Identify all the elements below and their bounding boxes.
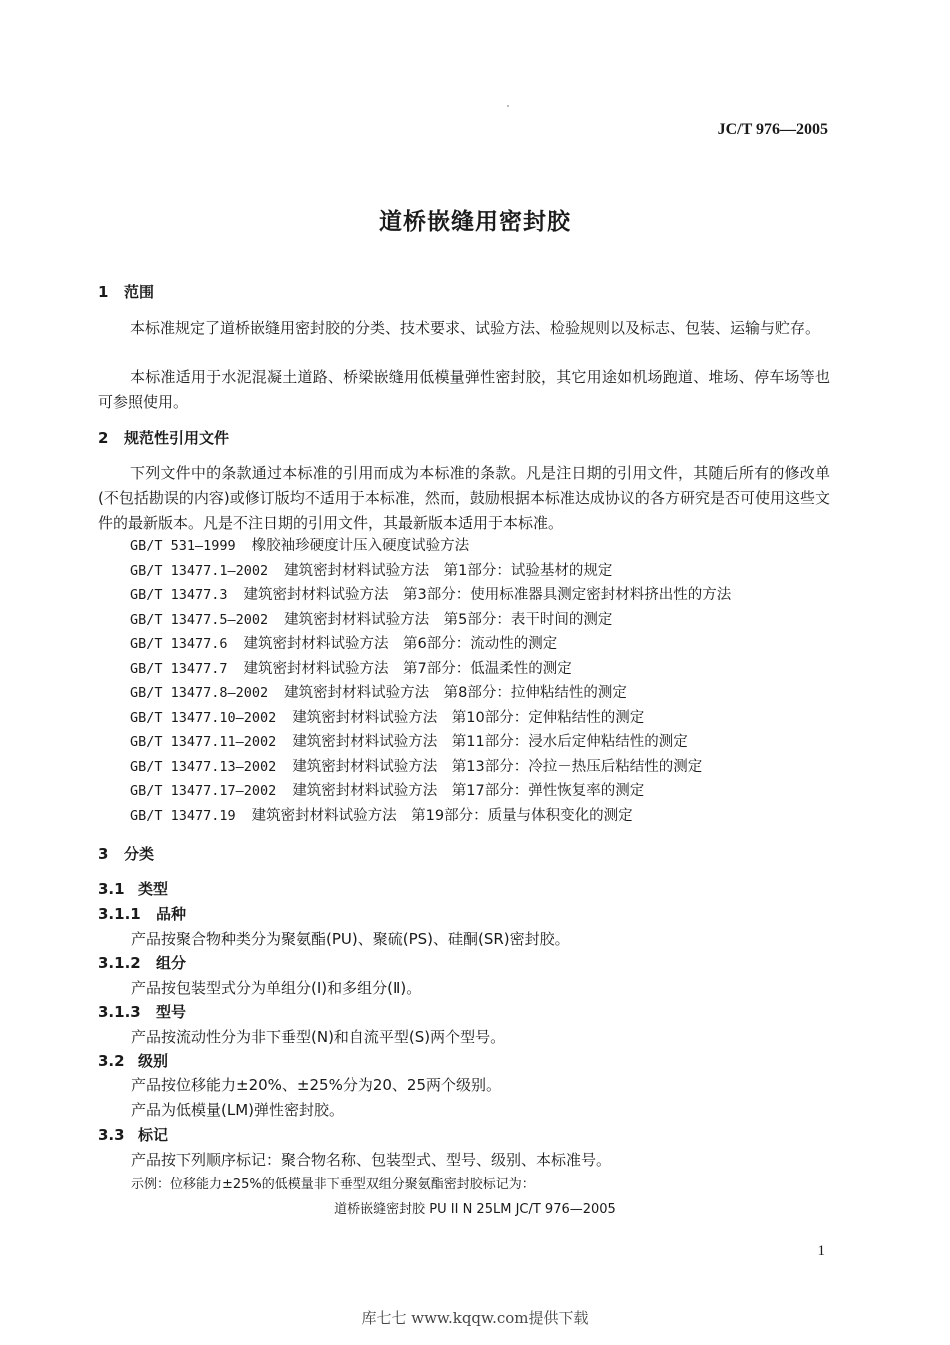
- standard-code: JC/T 976—2005: [717, 121, 828, 138]
- reference-code: GB/T 13477.3: [130, 587, 228, 603]
- section-number: 1: [98, 283, 109, 301]
- reference-item: [130, 632, 731, 657]
- reference-item: [130, 559, 731, 584]
- section-title: 品种: [156, 905, 187, 923]
- reference-item: [130, 706, 731, 731]
- section-title: 组分: [156, 954, 187, 972]
- section-number: 3: [98, 845, 109, 863]
- section-title: 级别: [138, 1052, 169, 1070]
- section-title: 型号: [156, 1003, 187, 1021]
- subsection-3-2-heading: [98, 1050, 168, 1071]
- section-number: 3.1.3: [98, 1003, 141, 1021]
- section-number: 3.1.1: [98, 905, 141, 923]
- download-footer: 库七七 www.kqqw.com提供下载: [361, 1309, 589, 1327]
- subsection-3-1-2-heading: [98, 952, 186, 973]
- subsection-3-3-heading: [98, 1124, 168, 1145]
- reference-title: 建筑密封材料试验方法 第17部分：弹性恢复率的测定: [292, 783, 645, 799]
- body-text: 产品按流动性分为非下垂型(N)和自流平型(S)两个型号。: [131, 1028, 506, 1046]
- section-title: 类型: [138, 880, 169, 898]
- reference-code: GB/T 531—1999: [130, 538, 236, 554]
- reference-title: 建筑密封材料试验方法 第8部分：拉伸粘结性的测定: [284, 685, 627, 701]
- section-title: 标记: [138, 1126, 169, 1144]
- paragraph: 本标准规定了道桥嵌缝用密封胶的分类、技术要求、试验方法、检验规则以及标志、包装、运输与贮存。: [130, 319, 821, 337]
- section-number: 3.1: [98, 880, 125, 898]
- reference-item: [130, 779, 731, 804]
- reference-title: 建筑密封材料试验方法 第6部分：流动性的测定: [243, 636, 558, 652]
- reference-item: [130, 804, 731, 829]
- body-text: 产品按下列顺序标记：聚合物名称、包装型式、型号、级别、本标准号。: [131, 1151, 612, 1169]
- subsection-3-1-1-heading: [98, 903, 186, 924]
- reference-title: 建筑密封材料试验方法 第19部分：质量与体积变化的测定: [251, 807, 633, 824]
- subsection-3-1-3-heading: [98, 1001, 186, 1022]
- page-number: 1: [817, 1243, 825, 1259]
- reference-code: GB/T 13477.11—2002: [130, 734, 277, 750]
- subsection-3-1-heading: [98, 878, 168, 899]
- marking-example: 道桥嵌缝密封胶 PU II N 25LM JC/T 976—2005: [334, 1202, 616, 1217]
- example-text: 示例：位移能力±25%的低模量非下垂型双组分聚氨酯密封胶标记为：: [131, 1177, 535, 1192]
- document-title: 道桥嵌缝用密封胶: [379, 209, 571, 235]
- section-2-heading: [98, 427, 229, 448]
- reference-code: GB/T 13477.5—2002: [130, 611, 269, 628]
- section-1-heading: [98, 281, 154, 302]
- reference-item: [130, 534, 731, 559]
- section-title: 分类: [124, 845, 155, 863]
- body-text: 产品按包装型式分为单组分(I)和多组分(Ⅱ)。: [131, 979, 422, 997]
- reference-list: [130, 534, 731, 828]
- reference-title: 建筑密封材料试验方法 第1部分：试验基材的规定: [284, 562, 613, 579]
- reference-title: 建筑密封材料试验方法 第13部分：冷拉－热压后粘结性的测定: [292, 758, 703, 775]
- reference-title: 建筑密封材料试验方法 第10部分：定伸粘结性的测定: [292, 709, 645, 726]
- reference-code: GB/T 13477.8—2002: [130, 685, 269, 701]
- section-number: 3.1.2: [98, 954, 141, 972]
- reference-item: [130, 755, 731, 780]
- body-text: 产品按位移能力±20%、±25%分为20、25两个级别。: [131, 1076, 501, 1094]
- section-title: 规范性引用文件: [124, 429, 230, 447]
- reference-item: [130, 657, 731, 682]
- reference-code: GB/T 13477.7: [130, 660, 228, 677]
- paragraph: 本标准适用于水泥混凝土道路、桥梁嵌缝用低模量弹性密封胶，其它用途如机场跑道、堆场、停车场等也可参照使用。: [98, 368, 830, 411]
- section-title: 范围: [124, 283, 155, 301]
- section-3-heading: [98, 843, 154, 864]
- reference-code: GB/T 13477.17—2002: [130, 783, 277, 799]
- reference-code: GB/T 13477.1—2002: [130, 562, 269, 579]
- reference-item: [130, 681, 731, 706]
- scan-speck: [507, 105, 509, 107]
- reference-code: GB/T 13477.10—2002: [130, 709, 277, 726]
- reference-title: 建筑密封材料试验方法 第7部分：低温柔性的测定: [243, 660, 572, 677]
- reference-item: [130, 608, 731, 633]
- section-number: 3.2: [98, 1052, 125, 1070]
- paragraph: 下列文件中的条款通过本标准的引用而成为本标准的条款。凡是注日期的引用文件，其随后所有的修改单(不包括勘误的内容)或修订版均不适用于本标准，然而，鼓励根据本标准达成协议的各方研究是否可使用这些文件的最新版本。凡是不注日期的引用文件，其最新版本适用于本标准。: [98, 464, 830, 532]
- section-number: 3.3: [98, 1126, 125, 1144]
- reference-title: 建筑密封材料试验方法 第11部分：浸水后定伸粘结性的测定: [292, 734, 688, 750]
- reference-code: GB/T 13477.6: [130, 636, 228, 652]
- reference-title: 建筑密封材料试验方法 第3部分：使用标准器具测定密封材料挤出性的方法: [243, 587, 732, 603]
- reference-item: [130, 583, 731, 608]
- body-text: 产品按聚合物种类分为聚氨酯(PU)、聚硫(PS)、硅酮(SR)密封胶。: [131, 930, 570, 948]
- reference-code: GB/T 13477.19: [130, 807, 236, 824]
- section-number: 2: [98, 429, 109, 447]
- reference-title: 建筑密封材料试验方法 第5部分：表干时间的测定: [284, 611, 613, 628]
- body-text: 产品为低模量(LM)弹性密封胶。: [131, 1101, 345, 1119]
- reference-title: 橡胶袖珍硬度计压入硬度试验方法: [251, 538, 470, 554]
- reference-item: [130, 730, 731, 755]
- reference-code: GB/T 13477.13—2002: [130, 758, 277, 775]
